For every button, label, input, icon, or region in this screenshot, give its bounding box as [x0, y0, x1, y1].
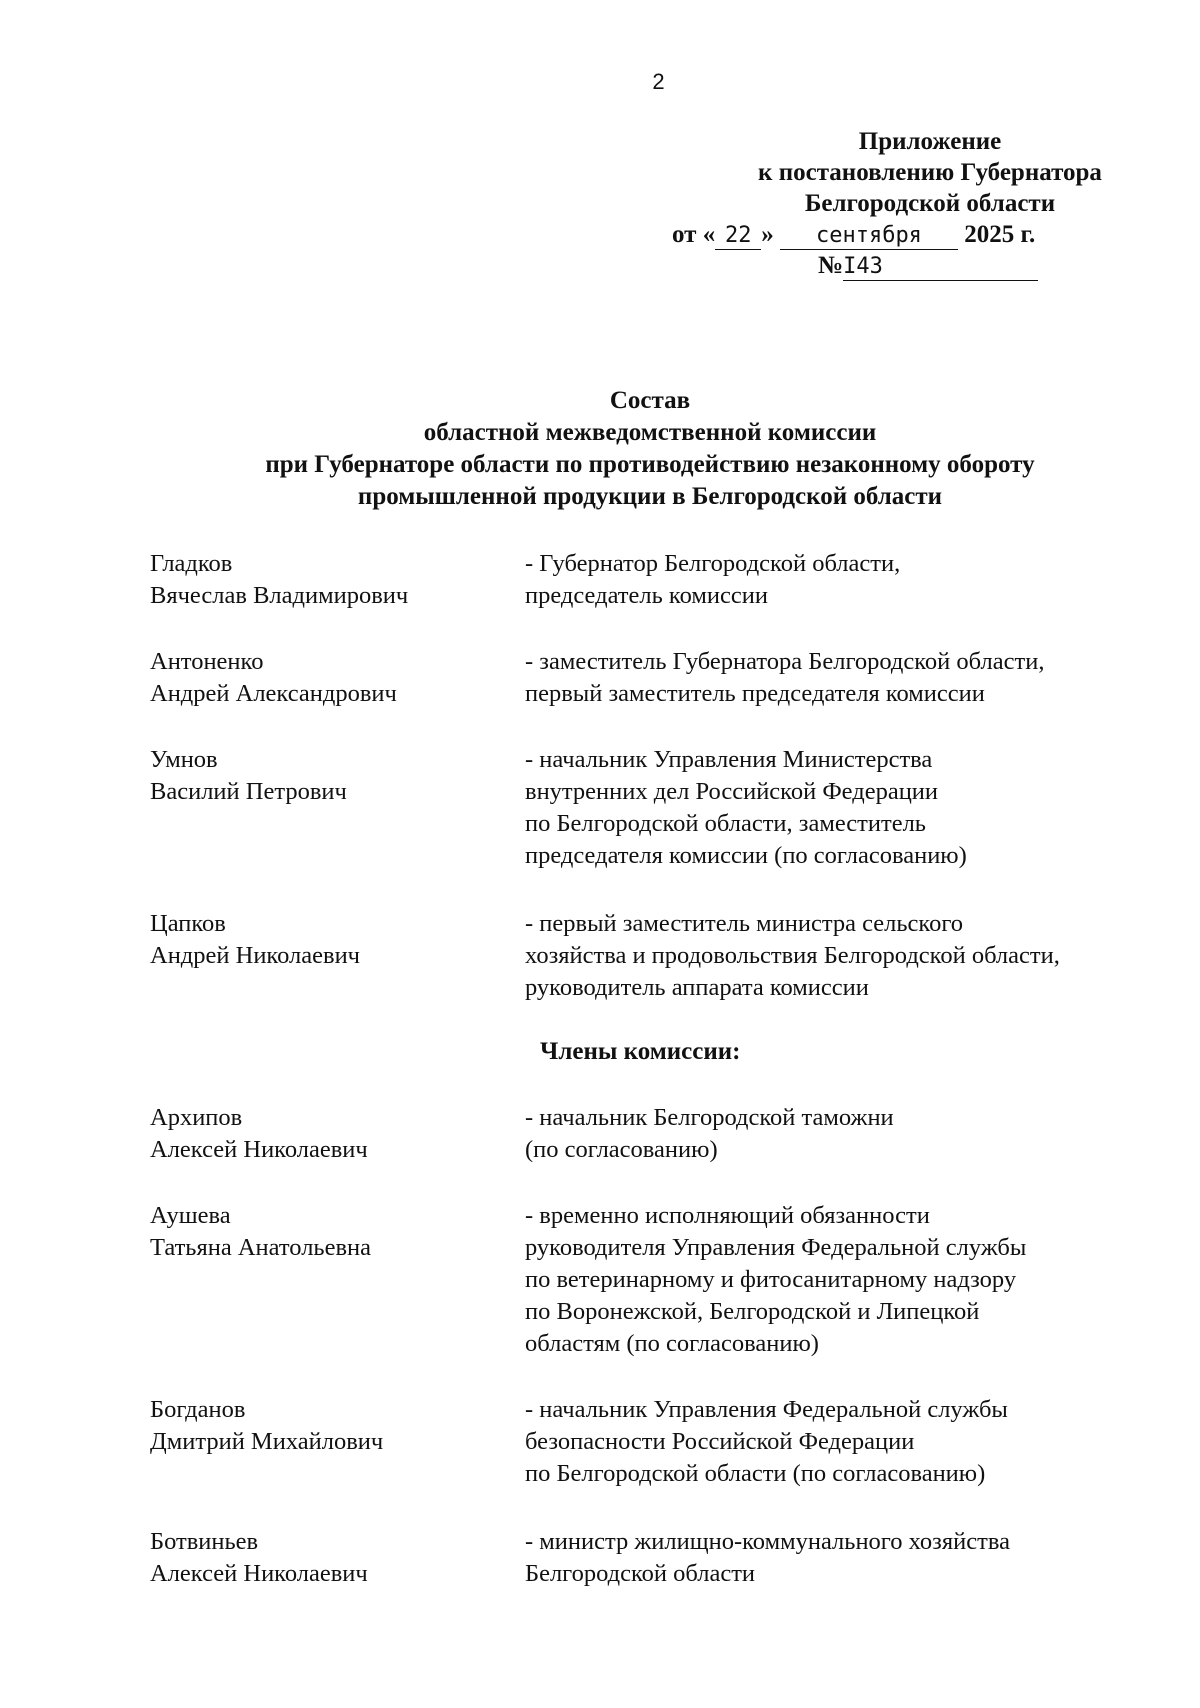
members-heading: Члены комиссии: — [540, 1038, 741, 1065]
decree-number-value: I43 — [843, 254, 1038, 281]
person-name: Цапков Андрей Николаевич — [150, 910, 360, 969]
decree-date: от « 22 » сентября 2025 г. — [672, 221, 1036, 248]
person-role: - Губернатор Белгородской области, председатель комиссии — [525, 550, 901, 609]
person-name: Архипов Алексей Николаевич — [150, 1104, 368, 1163]
person-name: Антоненко Андрей Александрович — [150, 648, 397, 707]
person-role: - начальник Управления Федеральной службы безопасности Российской Федерации по Белгородской области (по согласованию) — [525, 1396, 1008, 1487]
person-role: - заместитель Губернатора Белгородской области, первый заместитель председателя комиссии — [525, 648, 1045, 707]
person-name: Богданов Дмитрий Михайлович — [150, 1396, 384, 1455]
person-name: Аушева Татьяна Анатольевна — [150, 1202, 372, 1261]
person-role: - начальник Управления Министерства внутренних дел Российской Федерации по Белгородской области, заместитель председателя комиссии (по согласованию) — [525, 746, 967, 869]
decree-day: 22 — [715, 223, 761, 250]
document-title: Состав областной межведомственной комиссии при Губернаторе области по противодействию незаконному обороту промышленной продукции в Белгородской области — [265, 387, 1035, 510]
decree-number: №I43 — [818, 250, 1160, 281]
decree-month: сентября — [780, 223, 958, 250]
appendix-reference: к постановлению Губернатора — [758, 159, 1102, 186]
appendix-title: Приложение — [858, 128, 1002, 155]
person-role: - начальник Белгородской таможни (по согласованию) — [525, 1104, 894, 1163]
person-role: - первый заместитель министра сельского хозяйства и продовольствия Белгородской области, руководитель аппарата комиссии — [525, 910, 1060, 1001]
person-name: Гладков Вячеслав Владимирович — [150, 550, 409, 609]
person-name: Умнов Василий Петрович — [150, 746, 347, 805]
person-name: Ботвиньев Алексей Николаевич — [150, 1528, 368, 1587]
decree-year: 2025 г. — [964, 221, 1036, 248]
page-number: 2 — [652, 69, 665, 94]
person-role: - временно исполняющий обязанности руководителя Управления Федеральной службы по ветеринарному и фитосанитарному надзору по Воронежской, Белгородской и Липецкой областям (по согласованию) — [525, 1202, 1027, 1357]
appendix-header — [672, 126, 1160, 281]
person-role: - министр жилищно-коммунального хозяйства Белгородской области — [525, 1528, 1010, 1587]
appendix-region: Белгородской области — [804, 190, 1056, 217]
